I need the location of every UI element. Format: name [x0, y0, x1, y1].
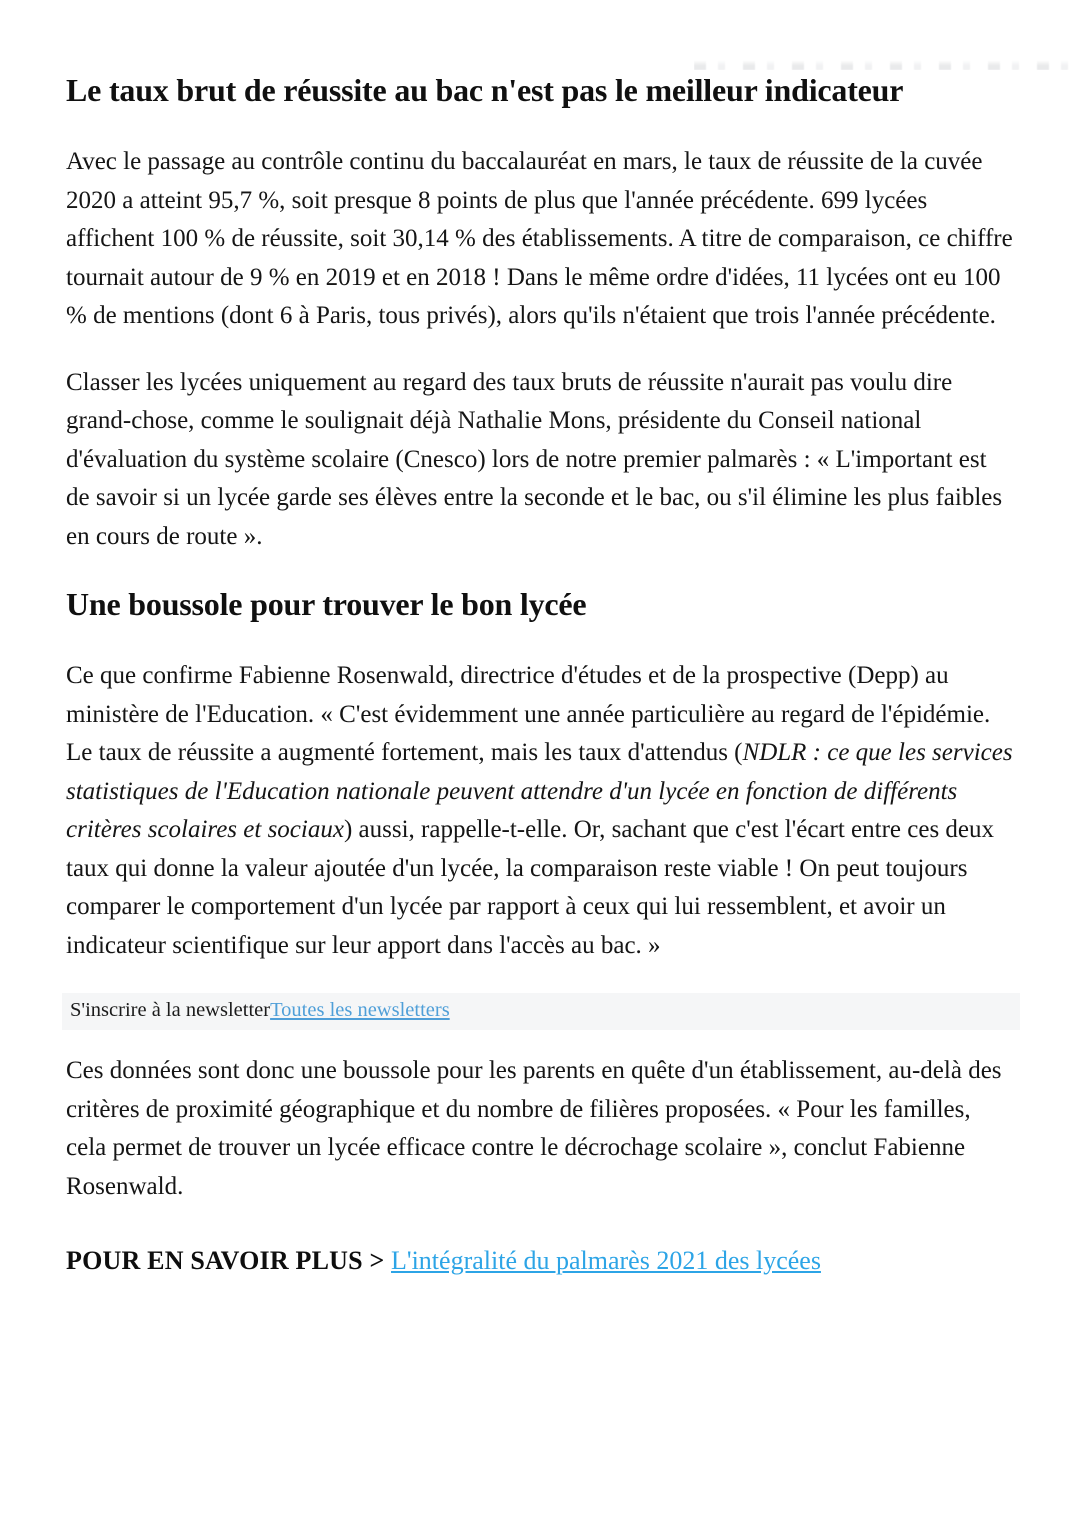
paragraph-rosenwald-lead: Ce que confirme Fabienne Rosenwald, directrice d'études et de la prospective (Depp) au ministère de l'Education. « C'est évidemment une année particulière au regard de l'épidémie. Le taux de réussite a augmenté fortement, mais les taux d'attendus ( — [66, 662, 991, 766]
paragraph-success-rate: Avec le passage au contrôle continu du baccalauréat en mars, le taux de réussite de la cuvée 2020 a atteint 95,7 %, soit presque 8 points de plus que l'année précédente. 699 lycées affichent 100 % de réussite, soit 30,14 % des établissements. A titre de comparaison, ce chiffre tournait autour de 9 % en 2019 et en 2018 ! Dans le même ordre d'idées, 11 lycées ont eu 100 % de mentions (dont 6 à Paris, tous privés), alors qu'ils n'étaient que trois l'année précédente. — [66, 148, 1013, 329]
section-heading-bac-rate: Le taux brut de réussite au bac n'est pas le meilleur indicateur — [66, 72, 904, 108]
paragraph-rosenwald — [66, 657, 1016, 965]
all-newsletters-link[interactable]: Toutes les newsletters — [270, 999, 450, 1021]
newsletter-signup-label[interactable]: S'inscrire à la newsletter — [70, 999, 271, 1021]
paragraph-conclusion: Ces données sont donc une boussole pour les parents en quête d'un établissement, au-delà des critères de proximité géographique et du nombre de filières proposées. « Pour les familles, cela permet de trouver un lycée efficace contre le décrochage scolaire », conclut Fabienne Rosenwald. — [66, 1057, 1002, 1200]
palmares-2021-link[interactable]: L'intégralité du palmarès 2021 des lycées — [391, 1246, 821, 1275]
paragraph-nathalie-mons: Classer les lycées uniquement au regard des taux bruts de réussite n'aurait pas voulu dire grand-chose, comme le soulignait déjà Nathalie Mons, présidente du Conseil national d'évaluation du système scolaire (Cnesco) lors de notre premier palmarès : « L'important est de savoir si un lycée garde ses élèves entre la seconde et le bac, ou s'il élimine les plus faibles en cours de route ». — [66, 368, 1003, 550]
more-info-line — [66, 1242, 1016, 1280]
paragraph-rosenwald-tail: ) aussi, rappelle-t-elle. Or, sachant que c'est l'écart entre ces deux taux qui donne la valeur ajoutée d'un lycée, la comparaison reste viable ! On peut toujours comparer le comportement d'un lycée par rapport à ceux qui lui ressemblent, et avoir un indicateur scientifique sur leur apport dans l'accès au bac. » — [66, 816, 995, 959]
section-heading-boussole: Une boussole pour trouver le bon lycée — [66, 586, 587, 622]
paragraph-rosenwald-ndlr-italic: NDLR : ce que les services statistiques de l'Education nationale peuvent attendre d'un lycée en fonction de différents critères scolaires et sociaux — [66, 739, 1013, 843]
cropped-text-artifact — [694, 48, 1086, 70]
more-info-label: POUR EN SAVOIR PLUS > — [66, 1246, 385, 1275]
newsletter-bar — [62, 993, 1020, 1030]
